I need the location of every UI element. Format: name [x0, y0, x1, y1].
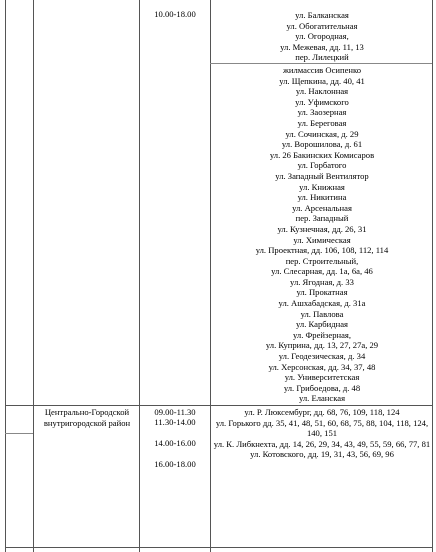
street-item: ул. Херсонская, дд. 34, 37, 48 [268, 361, 376, 372]
street-item: ул. Проектная, дд. 106, 108, 112, 114 [255, 245, 389, 256]
column-divider-2 [139, 0, 140, 552]
street-item: ул. Ягодная, д. 33 [290, 276, 354, 287]
street-item: ул. Горького дд. 35, 41, 48, 51, 60, 68, 75, 88, 104, 118, 124, 140, 151 [215, 417, 429, 439]
column-divider-3 [210, 0, 211, 552]
street-item: ул. Книжная [299, 181, 345, 192]
street-item: ул. Ашхабадская, д. 31а [278, 298, 366, 309]
street-item: ул. Никитина [297, 192, 347, 203]
street-item: ул. Р. Люксембург, дд. 68, 76, 109, 118, 124 [244, 407, 400, 417]
street-list-3 [212, 407, 432, 460]
row-divider-sub [5, 433, 33, 434]
street-item: ул. Грибоедова, д. 48 [283, 382, 361, 393]
street-item: ул. Арсенальная [292, 202, 352, 213]
street-item: ул. Уфимского [295, 96, 349, 107]
row-divider-addresses [210, 63, 432, 64]
street-item: ул. Еланская [298, 393, 346, 404]
street-list-1 [212, 10, 432, 63]
street-item: пер. Западный [295, 213, 349, 224]
street-item: ул. Западный Вентилятор [275, 170, 369, 181]
street-item: ул. Балканская [295, 10, 349, 20]
table-border-right [432, 0, 433, 552]
street-item: ул. Кузнечная, дд. 26, 31 [277, 223, 367, 234]
street-item: ул. Геодезическая, д. 34 [278, 351, 366, 362]
time-slot: 16.00-18.00 [154, 459, 196, 469]
street-item: ул. Огородная, [295, 31, 349, 42]
street-item: пер. Лилецкий [295, 52, 349, 63]
street-item: жилмассив Осипенко [282, 65, 362, 75]
table-border-bottom [5, 547, 432, 548]
street-item: ул. Береговая [297, 117, 347, 128]
street-item: ул. Сочинская, д. 29 [285, 128, 359, 139]
street-item: ул. Куприна, дд. 13, 27, 27а, 29 [265, 340, 379, 351]
table-border-left [5, 0, 6, 552]
row-divider-district [5, 405, 432, 406]
time-slot: 11.30-14.00 [154, 417, 196, 427]
street-item: ул. Слесарная, дд. 1а, 6а, 46 [271, 266, 373, 277]
time-slot: 10.00-18.00 [154, 9, 196, 19]
street-item: ул. Химическая [293, 234, 351, 245]
street-item: ул. Межевая, дд. 11, 13 [280, 41, 364, 52]
street-item: ул. Горбатого [297, 160, 347, 171]
time-slot: 09.00-11.30 [154, 407, 196, 417]
street-item: ул. 26 Бакинских Комисаров [269, 149, 375, 160]
street-item: ул. Заозерная [297, 107, 347, 118]
street-item: ул. Обогатительная [286, 20, 358, 31]
street-item: ул. Щепкина, дд. 40, 41 [279, 75, 365, 86]
street-item: ул. Фрейзерная, [292, 329, 352, 340]
district-name: Центрально-Городской внутригородской район [43, 407, 131, 428]
street-item: ул. Прокатная [296, 287, 348, 298]
column-divider-1 [33, 0, 34, 552]
street-item: ул. К. Либкнехта, дд. 14, 26, 29, 34, 43, 49, 55, 59, 66, 77, 81 [213, 438, 431, 449]
street-item: ул. Ворошилова, д. 61 [281, 139, 363, 150]
street-item: ул. Котовского, дд. 19, 31, 43, 56, 69, 96 [250, 449, 394, 460]
street-item: ул. Карбидная [296, 319, 348, 330]
street-item: ул. Университетская [284, 372, 360, 383]
street-item: пер. Строительный, [285, 255, 359, 266]
time-slot: 14.00-16.00 [154, 438, 196, 448]
street-item: ул. Наклонная [295, 86, 349, 97]
street-list-2 [212, 65, 432, 404]
street-item: ул. Павлова [300, 308, 344, 319]
